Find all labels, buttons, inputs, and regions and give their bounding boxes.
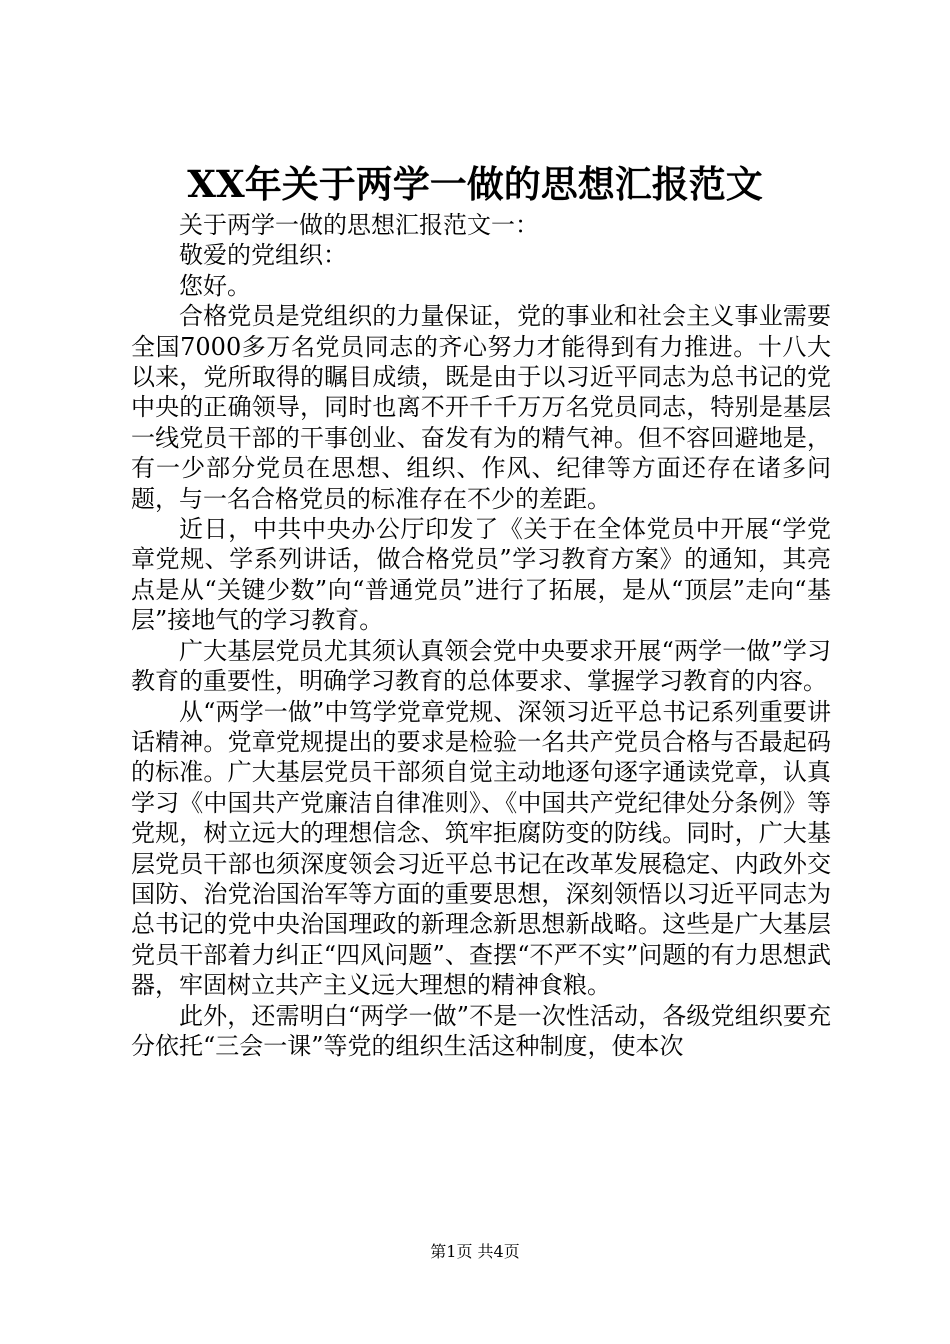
paragraph-salutation: 敬爱的党组织： [179,241,347,270]
paragraph: 此外，还需明白“两学一做”不是一次性活动，各级党组织要充分依托“三会一课”等党的组织生活这种制度，使本次 [131,1001,831,1060]
page-footer: 第1页 共4页 [430,1242,520,1261]
document-title: XX年关于两学一做的思想汇报范文 [187,162,763,206]
document-body [131,210,831,1061]
paragraph: 近日，中共中央办公厅印发了《关于在全体党员中开展“学党章党规、学系列讲话，做合格党员”学习教育方案》的通知，其亮点是从“关键少数”向“普通党员”进行了拓展，是从“顶层”走向“基层”接地气的学习教育。 [131,515,831,635]
paragraph-greeting: 您好。 [179,271,251,300]
paragraph: 广大基层党员尤其须认真领会党中央要求开展“两学一做”学习教育的重要性，明确学习教育的总体要求、掌握学习教育的内容。 [131,636,831,696]
paragraph-heading: 关于两学一做的思想汇报范文一： [179,211,539,239]
paragraph: 从“两学一做”中笃学党章党规、深领习近平总书记系列重要讲话精神。党章党规提出的要求是检验一名共产党员合格与否最起码的标准。广大基层党员干部须自觉主动地逐句逐字通读党章，认真学习《中国共产党廉洁自律准则》、《中国共产党纪律处分条例》等党规，树立远大的理想信念、筑牢拒腐防变的防线。同时，广大基层党员干部也须深度领会习近平总书记在改革发展稳定、内政外交国防、治党治国治军等方面的重要思想，深刻领悟以习近平同志为总书记的党中央治国理政的新理念新思想新战略。这些是广大基层党员干部着力纠正“四风问题”、查摆“不严不实”问题的有力思想武器，牢固树立共产主义远大理想的精神食粮。 [131,697,831,1000]
paragraph: 合格党员是党组织的力量保证，党的事业和社会主义事业需要全国7000多万名党员同志的齐心努力才能得到有力推进。十八大以来，党所取得的瞩目成绩，既是由于以习近平同志为总书记的党中央的正确领导，同时也离不开千千万万名党员同志，特别是基层一线党员干部的干事创业、奋发有为的精气神。但不容回避地是，有一少部分党员在思想、组织、作风、纪律等方面还存在诸多问题，与一名合格党员的标准存在不少的差距。 [131,302,831,513]
